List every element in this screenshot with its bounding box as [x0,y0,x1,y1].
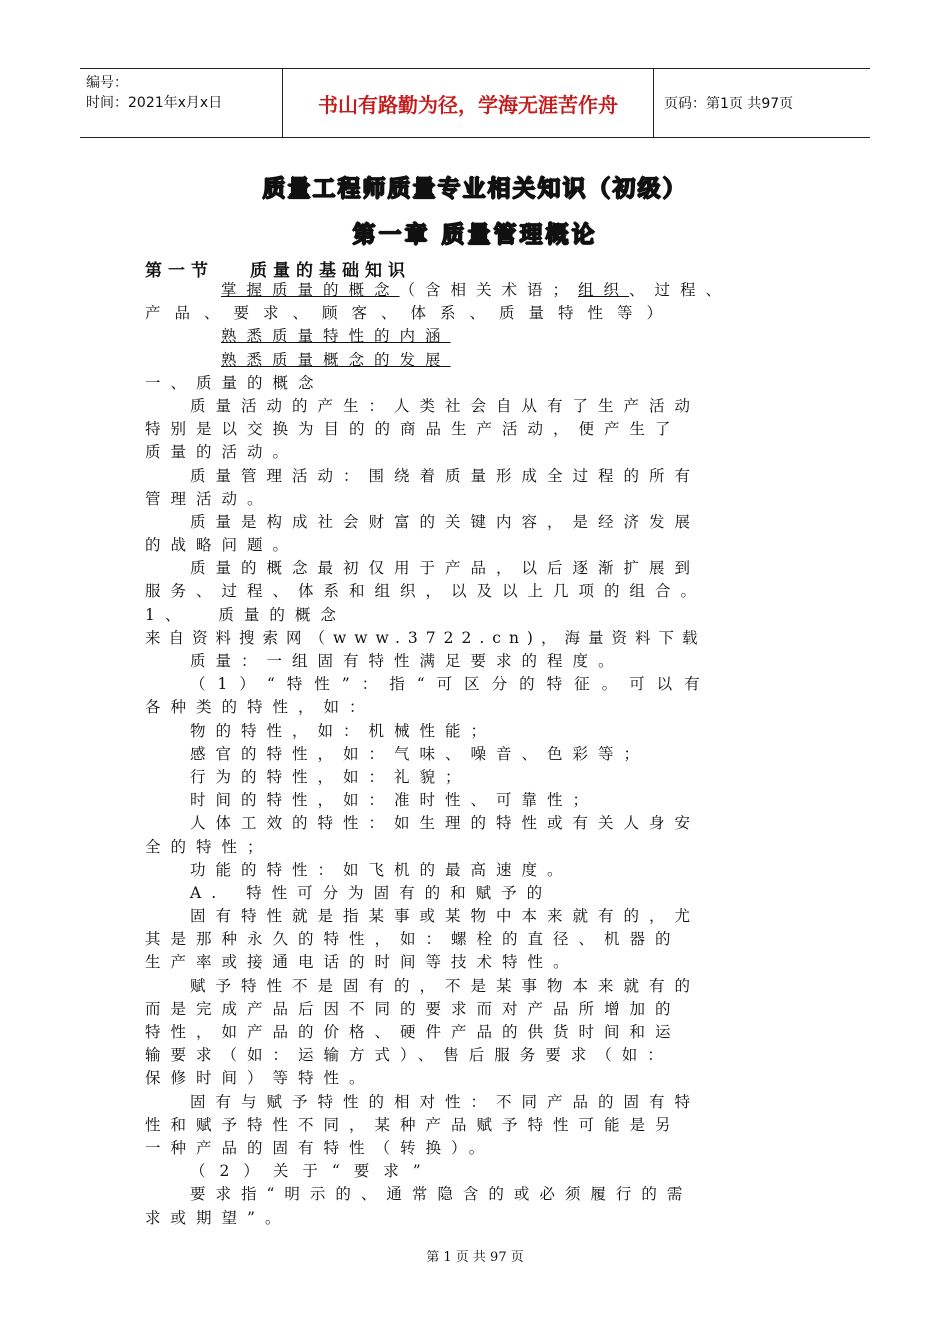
document-title: 质量工程师质量专业相关知识（初级） [262,176,688,202]
header-motto: 书山有路勤为径，学海无涯苦作舟 [282,69,654,137]
text-line: 固有与赋予特性的相对性：不同产品的固有特 [190,1092,701,1111]
text-line: 固有特性就是指某事或某物中本来就有的，尤 [190,907,701,926]
text-line: 一种产品的固有特性（转换）。 [145,1138,495,1157]
text-line: 质量是构成社会财富的关键内容，是经济发展 [190,512,701,531]
text-line: 时间的特性，如：准时性、可靠性； [190,791,599,810]
text-line: 质量管理活动：围绕着质量形成全过程的所有 [190,466,701,485]
chapter-title: 第一章 质量管理概论 [352,222,598,248]
text-line: 管理活动。 [145,489,273,508]
text-line: （2）关于“要求” [190,1162,435,1181]
text-line: 行为的特性，如：礼貌； [190,767,471,786]
text-line: 生产率或接通电话的时间等技术特性。 [145,953,579,972]
header-meta [80,69,282,137]
text-line: 保修时间）等特性。 [145,1069,375,1088]
text-line: 1、 质量的概念 [145,605,346,624]
text-line: 特别是以交换为目的的商品生产活动，便产生了 [145,420,681,439]
text-line: 要求指“明示的、通常隐含的或必须履行的需 [190,1185,693,1204]
text-line: 特性，如产品的价格、硬件产品的供货时间和运 [145,1023,681,1041]
text-line: （1）“特性”：指“可区分的特征。可以有 [190,675,712,694]
text-line: 熟悉质量概念的发展 [221,350,451,369]
text-line: 掌握质量的概念（含相关术语；组织、过程、 [221,281,732,299]
section-name: 质量的基础知识 [250,261,411,281]
text-line: 质量活动的产生：人类社会自从有了生产活动 [190,396,701,415]
number-label: 编号： [86,75,128,91]
header-page-info: 页码：第1页 共97页 [664,96,794,112]
text-line: 质量：一组固有特性满足要求的程度。 [190,652,624,670]
text-line: 各种类的特性，如： [145,698,375,717]
text-line: 的战略问题。 [145,536,299,555]
text-line: 质量的活动。 [145,443,299,462]
section-heading [145,256,411,281]
text-line: 功能的特性：如飞机的最高速度。 [190,860,573,879]
text-line: 质量的概念最初仅用于产品，以后逐渐扩展到 [190,559,701,578]
text-line: 全的特性； [145,837,273,856]
text-line: 服务、过程、体系和组织，以及以上几项的组合。 [145,582,707,601]
text-line: 而是完成产品后因不同的要求而对产品所增加的 [145,999,681,1018]
text-line: 性和赋予特性不同，某种产品赋予特性可能是另 [145,1115,681,1134]
page-header [80,68,870,138]
text-line: 赋予特性不是固有的，不是某事物本来就有的 [190,976,701,995]
section-number: 第一节 [145,261,214,281]
text-line: 来自资料搜索网（www.3722.cn)，海量资料下载 [145,628,706,647]
time-label: 时间：2021年x月x日 [86,95,223,111]
text-line: 物的特性，如：机械性能； [190,721,497,740]
text-line: 其是那种永久的特性，如：螺栓的直径、机器的 [145,930,681,949]
text-line: 熟悉质量特性的内涵 [221,327,451,346]
document-body [145,279,805,1230]
page-footer: 第 1 页 共 97 页 [426,1250,524,1265]
text-line: 产品、要求、顾客、体系、质量特性等） [145,304,677,323]
text-line: 一、质量的概念 [145,373,324,392]
text-line: A. 特性可分为固有的和赋予的 [190,883,553,902]
text-line: 感官的特性，如：气味、噪音、色彩等； [190,744,650,763]
text-line: 人体工效的特性：如生理的特性或有关人身安 [190,814,701,833]
text-line: 输要求（如：运输方式）、售后服务要求（如： [145,1046,673,1065]
text-line: 求或期望”。 [145,1208,291,1227]
